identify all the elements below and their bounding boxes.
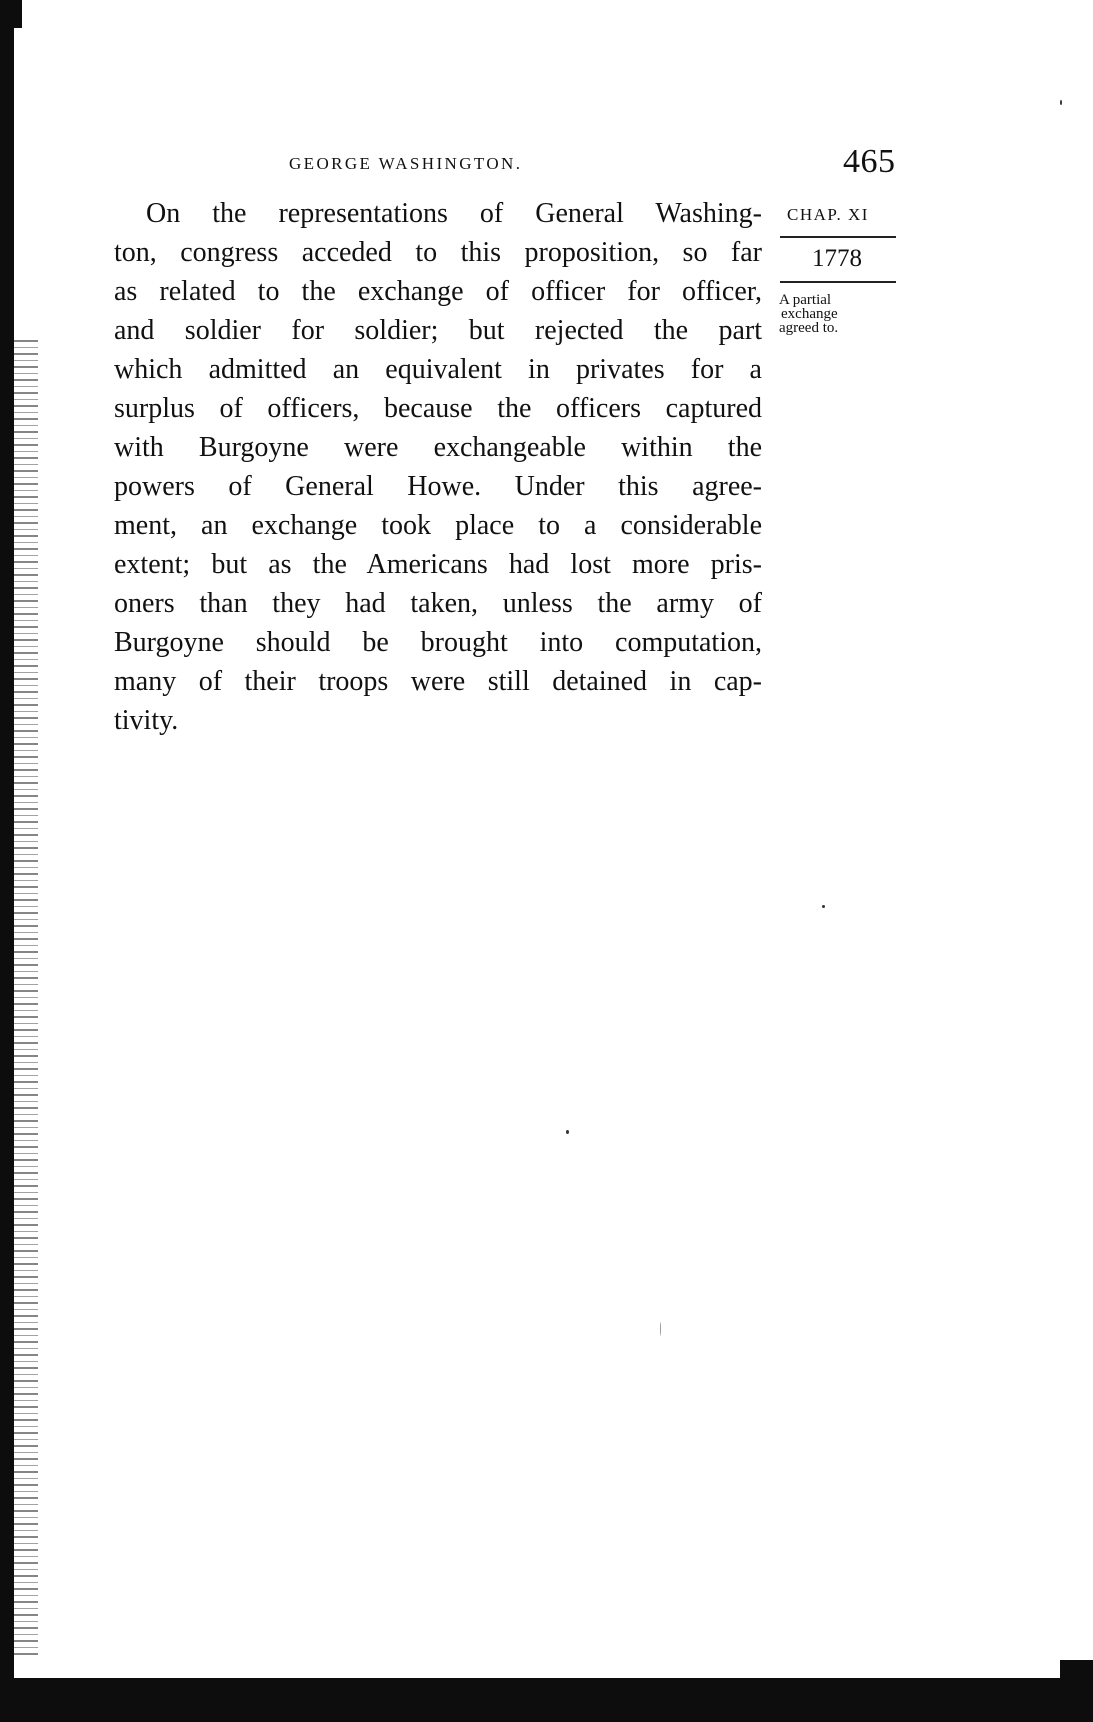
sidenote-line: exchange: [781, 306, 838, 322]
scan-edge-left: [0, 0, 14, 1722]
body-line: powers of General Howe. Under this agree-: [114, 471, 762, 502]
body-line: with Burgoyne were exchangeable within the: [114, 432, 762, 463]
body-line: oners than they had taken, unless the army of: [114, 588, 762, 619]
body-paragraph: [114, 194, 762, 740]
dust-speck: [660, 1322, 661, 1336]
dust-speck: [822, 905, 825, 908]
body-line: and soldier for soldier; but rejected the part: [114, 315, 762, 346]
running-title: GEORGE WASHINGTON.: [289, 154, 523, 173]
scan-edge-bottom-lip: [1060, 1660, 1093, 1680]
margin-rule-top: [780, 236, 896, 238]
scan-edge-corner: [0, 0, 22, 28]
sidenote: [779, 293, 899, 335]
body-line: ton, congress acceded to this proposition, so far: [114, 237, 762, 268]
chapter-label: CHAP. XI: [787, 205, 869, 224]
body-line: extent; but as the Americans had lost more pris-: [114, 549, 762, 580]
dust-speck: [1060, 100, 1062, 105]
body-line: ment, an exchange took place to a considerable: [114, 510, 762, 541]
body-line: On the representations of General Washing-: [146, 198, 762, 229]
sidenote-line: agreed to.: [779, 320, 839, 336]
page-number: 465: [843, 143, 896, 180]
body-line: many of their troops were still detained in cap-: [114, 666, 762, 697]
scan-edge-bottom: [0, 1678, 1093, 1722]
body-line: as related to the exchange of officer for officer,: [114, 276, 762, 307]
margin-rule-bottom: [780, 281, 896, 283]
sidenote-line: A partial: [779, 292, 832, 308]
body-line: which admitted an equivalent in privates for a: [114, 354, 762, 385]
body-line: surplus of officers, because the officers captured: [114, 393, 762, 424]
dust-speck: [566, 1130, 569, 1134]
body-line: Burgoyne should be brought into computation,: [114, 627, 762, 658]
scan-edge-speckle: [14, 340, 38, 1660]
body-line: tivity.: [114, 705, 179, 736]
margin-year: 1778: [812, 245, 862, 272]
